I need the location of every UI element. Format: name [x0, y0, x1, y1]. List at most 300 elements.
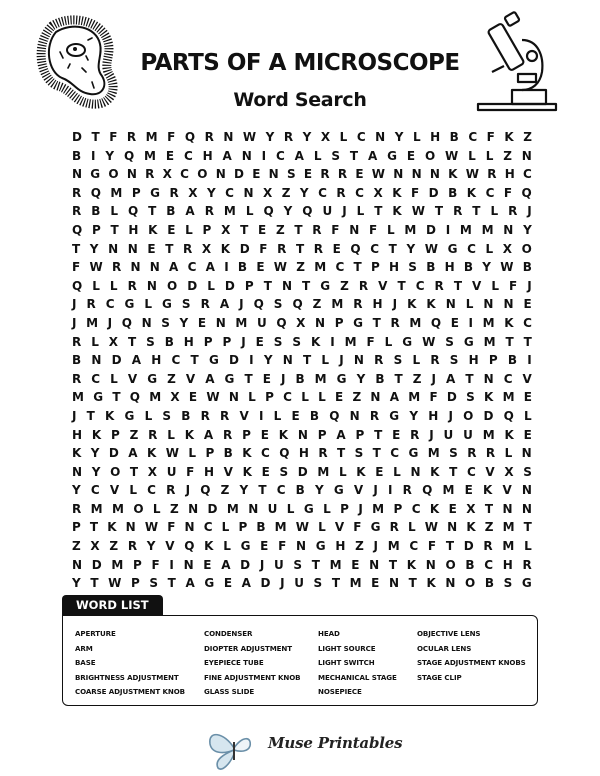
grid-letter: X	[188, 185, 198, 200]
grid-letter: V	[522, 371, 532, 386]
grid-letter: Q	[127, 204, 139, 219]
grid-letter: M	[314, 371, 327, 386]
grid-letter: N	[447, 520, 458, 535]
grid-letter: H	[203, 464, 214, 479]
grid-letter: K	[430, 464, 440, 479]
grid-letter: A	[221, 557, 231, 572]
word-list-column-4	[417, 627, 526, 685]
grid-letter: U	[267, 501, 278, 516]
grid-letter: K	[204, 539, 214, 554]
grid-letter: R	[389, 520, 399, 535]
grid-letter: P	[370, 260, 380, 275]
grid-letter: Q	[279, 446, 290, 461]
grid-letter: A	[222, 148, 232, 163]
grid-letter: E	[464, 483, 473, 498]
grid-letter: J	[527, 278, 532, 293]
grid-letter: L	[407, 520, 416, 535]
grid-letter: X	[162, 167, 172, 182]
grid-letter: T	[465, 371, 474, 386]
grid-letter: W	[445, 148, 459, 163]
grid-letter: N	[184, 520, 195, 535]
grid-letter: F	[259, 241, 268, 256]
grid-letter: W	[144, 520, 159, 535]
grid-row	[72, 556, 532, 575]
grid-letter: R	[72, 501, 82, 516]
grid-letter: E	[188, 390, 198, 405]
grid-row	[72, 388, 532, 407]
grid-letter: V	[334, 520, 345, 535]
grid-letter: R	[148, 427, 158, 442]
grid-letter: K	[146, 446, 157, 461]
grid-letter: G	[353, 315, 363, 330]
grid-letter: H	[444, 260, 455, 275]
grid-letter: Z	[503, 148, 512, 163]
grid-letter: Q	[72, 222, 83, 237]
grid-letter: O	[108, 167, 119, 182]
grid-letter: G	[389, 408, 400, 423]
grid-letter: R	[86, 297, 96, 312]
grid-letter: L	[356, 204, 365, 219]
grid-letter: F	[109, 130, 118, 144]
grid-letter: I	[330, 334, 335, 349]
grid-letter: W	[89, 260, 103, 275]
grid-letter: Z	[312, 297, 322, 312]
grid-letter: X	[108, 334, 119, 349]
grid-letter: P	[488, 353, 498, 368]
word-list-column-2	[204, 627, 301, 700]
grid-letter: G	[224, 371, 235, 386]
grid-letter: X	[296, 315, 306, 330]
page-subtitle: Word Search	[233, 89, 367, 111]
grid-letter: T	[72, 241, 81, 256]
grid-letter: U	[322, 204, 333, 219]
grid-letter: G	[336, 371, 347, 386]
grid-letter: N	[369, 557, 380, 572]
grid-letter: L	[301, 390, 309, 405]
grid-letter: J	[358, 501, 363, 516]
grid-letter: E	[523, 427, 532, 442]
grid-letter: K	[392, 204, 402, 219]
grid-letter: K	[448, 167, 458, 182]
grid-letter: T	[434, 204, 444, 219]
grid-letter: Y	[299, 185, 309, 200]
grid-letter: U	[463, 427, 473, 442]
grid-letter: H	[72, 427, 83, 442]
grid-letter: E	[260, 427, 269, 442]
grid-letter: M	[409, 315, 422, 330]
grid-letter: C	[105, 297, 115, 312]
grid-letter: W	[424, 241, 438, 256]
grid-letter: T	[505, 334, 514, 349]
grid-letter: P	[72, 520, 81, 535]
grid-letter: A	[205, 260, 215, 275]
grid-letter: J	[185, 483, 191, 498]
grid-letter: B	[164, 334, 174, 349]
grid-letter: S	[279, 464, 289, 479]
grid-letter: A	[367, 148, 378, 163]
grid-letter: L	[223, 539, 231, 554]
grid-letter: G	[124, 408, 135, 423]
grid-letter: M	[387, 539, 400, 554]
grid-letter: K	[105, 408, 115, 423]
grid-row	[72, 277, 532, 296]
grid-letter: B	[375, 371, 385, 386]
grid-letter: E	[332, 241, 341, 256]
grid-letter: L	[185, 222, 193, 237]
grid-letter: L	[144, 408, 153, 423]
grid-letter: Z	[220, 483, 230, 498]
grid-letter: K	[220, 241, 231, 256]
grid-letter: M	[235, 315, 248, 330]
grid-letter: M	[482, 315, 495, 330]
grid-letter: T	[112, 390, 121, 405]
grid-letter: P	[393, 501, 403, 516]
grid-letter: R	[313, 241, 323, 256]
grid-letter: T	[90, 576, 99, 591]
grid-letter: R	[336, 185, 346, 200]
grid-letter: R	[200, 408, 210, 423]
grid-letter: Z	[169, 501, 179, 516]
grid-letter: K	[107, 520, 117, 535]
grid-letter: W	[371, 167, 386, 182]
grid-letter: C	[466, 464, 476, 479]
grid-letter: Z	[109, 539, 119, 554]
grid-letter: R	[169, 185, 179, 200]
grid-letter: N	[315, 315, 326, 330]
grid-letter: Q	[184, 130, 196, 144]
grid-letter: Q	[276, 315, 287, 330]
grid-letter: G	[320, 278, 331, 293]
grid-letter: M	[459, 222, 472, 237]
word-list-label: WORD LIST	[62, 595, 163, 616]
grid-letter: A	[128, 446, 138, 461]
grid-letter: B	[507, 353, 518, 368]
grid-letter: S	[293, 557, 303, 572]
grid-letter: J	[429, 427, 434, 442]
grid-letter: T	[484, 501, 494, 516]
grid-letter: R	[312, 222, 322, 237]
grid-letter: C	[203, 520, 213, 535]
grid-letter: E	[303, 167, 313, 182]
grid-letter: S	[161, 315, 170, 330]
grid-letter: K	[429, 501, 440, 516]
grid-letter: T	[445, 539, 455, 554]
grid-letter: N	[349, 408, 360, 423]
word-list-item: HEAD	[318, 629, 340, 638]
grid-letter: T	[523, 334, 532, 349]
grid-letter: V	[239, 408, 249, 423]
grid-letter: K	[466, 185, 477, 200]
grid-letter: J	[527, 204, 532, 219]
grid-letter: E	[165, 148, 175, 163]
grid-letter: D	[229, 353, 239, 368]
grid-letter: K	[466, 520, 476, 535]
grid-letter: R	[410, 427, 420, 442]
grid-letter: C	[503, 371, 513, 386]
grid-letter: W	[242, 130, 257, 144]
grid-letter: G	[90, 167, 101, 182]
grid-letter: V	[185, 371, 196, 386]
grid-letter: L	[152, 501, 161, 516]
grid-letter: C	[523, 315, 532, 330]
grid-letter: N	[297, 427, 308, 442]
grid-letter: E	[262, 371, 271, 386]
word-list-item: LIGHT SWITCH	[318, 658, 375, 668]
grid-letter: C	[409, 539, 419, 554]
grid-letter: X	[90, 539, 100, 554]
grid-letter: J	[448, 408, 453, 423]
grid-letter: T	[295, 241, 305, 256]
grid-letter: D	[111, 353, 122, 368]
grid-letter: N	[248, 501, 259, 516]
grid-letter: V	[485, 464, 495, 479]
grid-letter: L	[110, 371, 118, 386]
grid-letter: L	[129, 483, 137, 498]
grid-letter: L	[412, 353, 421, 368]
grid-letter: X	[221, 222, 231, 237]
word-list-box	[62, 615, 538, 706]
grid-letter: F	[410, 185, 420, 200]
word-list-item: OBJECTIVE LENS	[417, 629, 481, 638]
grid-letter: C	[484, 557, 494, 572]
grid-letter: E	[355, 167, 364, 182]
grid-letter: E	[335, 390, 344, 405]
grid-letter: K	[484, 390, 494, 405]
word-list-item: STAGE CLIP	[417, 672, 462, 682]
grid-row	[72, 426, 532, 445]
grid-letter: A	[203, 427, 214, 442]
grid-letter: N	[503, 297, 514, 312]
grid-letter: T	[394, 371, 403, 386]
grid-letter: N	[72, 464, 83, 479]
grid-letter: I	[527, 353, 532, 368]
grid-letter: B	[223, 446, 233, 461]
grid-letter: H	[183, 334, 194, 349]
grid-letter: S	[449, 446, 458, 461]
grid-letter: E	[261, 464, 270, 479]
grid-letter: E	[392, 427, 401, 442]
grid-letter: D	[224, 278, 235, 293]
grid-letter: M	[274, 520, 287, 535]
grid-letter: M	[86, 315, 99, 330]
grid-row	[72, 314, 532, 333]
grid-letter: C	[260, 446, 270, 461]
grid-letter: Q	[200, 483, 211, 498]
grid-letter: C	[467, 241, 476, 256]
grid-letter: I	[258, 408, 264, 423]
grid-letter: S	[523, 464, 532, 479]
grid-letter: M	[372, 501, 385, 516]
grid-letter: T	[244, 371, 253, 386]
grid-letter: L	[412, 130, 421, 144]
grid-letter: I	[388, 483, 393, 498]
grid-letter: Y	[263, 353, 273, 368]
grid-letter: M	[226, 501, 239, 516]
grid-letter: J	[107, 315, 113, 330]
grid-letter: R	[453, 204, 463, 219]
grid-letter: G	[463, 334, 474, 349]
grid-letter: W	[295, 520, 309, 535]
grid-letter: Z	[72, 539, 81, 554]
grid-letter: K	[278, 427, 289, 442]
grid-letter: A	[336, 427, 346, 442]
grid-letter: A	[446, 371, 456, 386]
grid-letter: E	[147, 241, 156, 256]
grid-letter: T	[523, 520, 532, 535]
word-list-item: EYEPIECE TUBE	[204, 658, 264, 668]
grid-letter: M	[111, 501, 124, 516]
grid-letter: N	[126, 167, 137, 182]
grid-letter: J	[280, 576, 285, 591]
grid-letter: Z	[167, 371, 176, 386]
word-list-item: ARM	[75, 643, 93, 653]
grid-letter: C	[180, 167, 189, 182]
grid-row	[72, 128, 532, 147]
word-list-item: APERTURE	[75, 629, 116, 638]
grid-letter: M	[404, 222, 417, 237]
grid-letter: I	[169, 557, 174, 572]
grid-letter: X	[502, 241, 513, 256]
grid-letter: M	[408, 390, 421, 405]
grid-letter: F	[167, 130, 176, 144]
grid-letter: M	[144, 148, 156, 163]
grid-letter: H	[128, 222, 139, 237]
word-list-item: BRIGHTNESS ADJUSTMENT	[75, 672, 179, 682]
grid-letter: B	[463, 260, 474, 275]
grid-row	[72, 258, 532, 277]
grid-letter: Y	[146, 539, 156, 554]
grid-letter: C	[335, 260, 345, 275]
grid-letter: T	[449, 464, 458, 479]
grid-letter: C	[171, 353, 181, 368]
grid-letter: W	[411, 204, 425, 219]
grid-letter: G	[315, 539, 326, 554]
grid-letter: R	[277, 241, 287, 256]
grid-letter: C	[411, 501, 421, 516]
grid-letter: R	[320, 167, 330, 182]
grid-letter: N	[125, 520, 136, 535]
grid-letter: N	[353, 353, 364, 368]
grid-letter: N	[127, 241, 138, 256]
grid-letter: R	[483, 539, 493, 554]
grid-letter: Z	[484, 520, 494, 535]
grid-letter: N	[141, 315, 152, 330]
grid-letter: Y	[302, 130, 312, 144]
grid-letter: E	[291, 408, 300, 423]
grid-letter: M	[502, 539, 515, 554]
grid-letter: O	[465, 576, 476, 591]
grid-letter: P	[222, 334, 232, 349]
grid-letter: K	[504, 427, 514, 442]
grid-letter: E	[223, 576, 233, 591]
grid-letter: N	[370, 390, 381, 405]
grid-letter: B	[448, 185, 458, 200]
grid-letter: P	[265, 390, 274, 405]
grid-letter: C	[390, 446, 400, 461]
grid-letter: J	[72, 315, 77, 330]
grid-letter: W	[206, 390, 220, 405]
grid-letter: D	[187, 278, 198, 293]
grid-letter: L	[465, 297, 474, 312]
grid-letter: P	[130, 576, 140, 591]
grid-letter: P	[91, 222, 101, 237]
grid-letter: T	[240, 222, 249, 237]
grid-letter: Q	[430, 315, 442, 330]
grid-letter: Y	[265, 130, 275, 144]
grid-letter: M	[483, 334, 496, 349]
grid-letter: X	[466, 501, 476, 516]
grid-letter: V	[165, 539, 175, 554]
grid-row	[72, 351, 532, 370]
grid-letter: E	[252, 167, 261, 182]
grid-letter: L	[318, 390, 326, 405]
grid-letter: R	[522, 557, 532, 572]
grid-letter: L	[485, 241, 494, 256]
grid-letter: M	[329, 557, 342, 572]
grid-letter: N	[146, 278, 157, 293]
grid-letter: C	[225, 185, 234, 200]
grid-letter: L	[323, 501, 331, 516]
grid-letter: N	[223, 130, 234, 144]
grid-letter: M	[110, 185, 123, 200]
grid-letter: J	[342, 204, 347, 219]
word-list-column-1	[75, 627, 185, 700]
grid-letter: M	[90, 501, 103, 516]
grid-letter: J	[72, 297, 77, 312]
brand-logo-text: Muse Printables	[268, 734, 403, 752]
grid-letter: W	[422, 334, 436, 349]
grid-letter: M	[427, 446, 440, 461]
grid-letter: N	[503, 222, 514, 237]
word-list-item: NOSEPIECE	[318, 687, 362, 697]
grid-letter: L	[110, 204, 118, 219]
grid-letter: I	[468, 315, 474, 330]
word-list-item: STAGE ADJUSTMENT KNOBS	[417, 658, 526, 668]
grid-letter: T	[302, 278, 311, 293]
grid-letter: U	[443, 427, 454, 442]
grid-letter: R	[183, 241, 193, 256]
grid-letter: N	[521, 446, 532, 461]
grid-letter: R	[390, 315, 400, 330]
grid-letter: N	[411, 167, 422, 182]
word-list-item: BASE	[75, 658, 96, 668]
grid-letter: Z	[275, 222, 285, 237]
grid-letter: L	[524, 539, 532, 554]
grid-letter: Z	[296, 260, 305, 275]
grid-letter: O	[521, 241, 532, 256]
grid-letter: Y	[239, 483, 249, 498]
grid-letter: T	[331, 576, 340, 591]
grid-letter: T	[374, 204, 383, 219]
grid-letter: R	[508, 204, 518, 219]
grid-letter: A	[185, 576, 195, 591]
grid-letter: N	[483, 297, 494, 312]
grid-letter: G	[147, 371, 158, 386]
grid-letter: M	[344, 334, 357, 349]
grid-letter: K	[310, 334, 321, 349]
grid-letter: Y	[90, 446, 100, 461]
grid-letter: H	[502, 557, 513, 572]
grid-letter: A	[294, 148, 304, 163]
grid-letter: N	[281, 278, 292, 293]
grid-letter: S	[331, 148, 341, 163]
grid-letter: Q	[184, 539, 195, 554]
grid-letter: B	[72, 353, 82, 368]
grid-letter: Q	[90, 185, 101, 200]
grid-letter: L	[338, 464, 347, 479]
grid-letter: F	[503, 185, 513, 200]
grid-letter: X	[170, 390, 180, 405]
